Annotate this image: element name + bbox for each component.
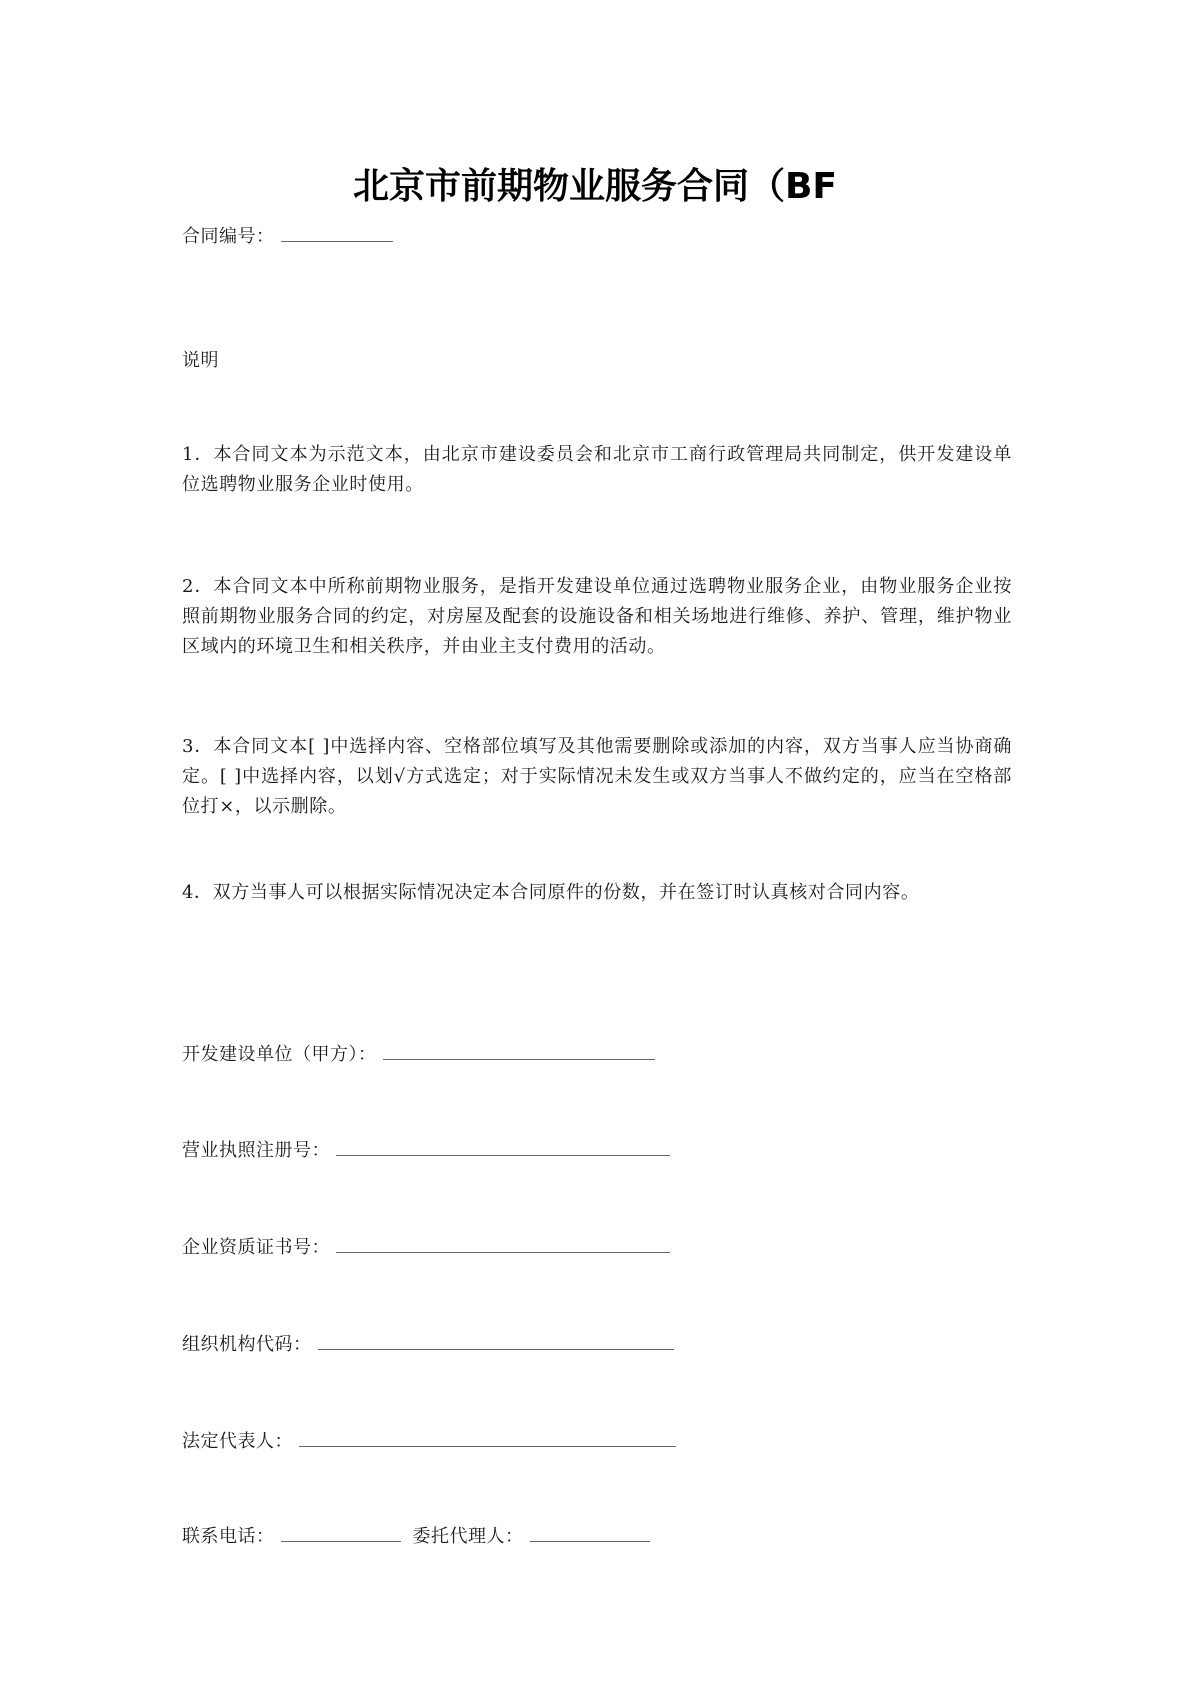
note-item-3: 3．本合同文本[ ]中选择内容、空格部位填写及其他需要删除或添加的内容，双方当事人应当协商确定。[ ]中选择内容，以划√方式选定；对于实际情况未发生或双方当事人不做约定的，应当在空格部位打×，以示删除。 <box>182 736 1012 817</box>
qualification-label: 企业资质证书号： <box>182 1237 330 1258</box>
legal-rep-row <box>182 1427 676 1457</box>
contract-number-label: 合同编号： <box>182 226 275 247</box>
qualification-row <box>182 1233 670 1263</box>
phone-label: 联系电话： <box>182 1526 275 1547</box>
license-blank[interactable] <box>336 1137 670 1156</box>
notes-heading: 说明 <box>182 350 219 371</box>
contract-number-row <box>182 222 393 252</box>
org-code-row <box>182 1330 674 1360</box>
document-title: 北京市前期物业服务合同（BF <box>352 166 838 207</box>
qualification-blank[interactable] <box>336 1234 670 1253</box>
note-item-2: 2．本合同文本中所称前期物业服务，是指开发建设单位通过选聘物业服务企业，由物业服务企业按照前期物业服务合同的约定，对房屋及配套的设施设备和相关场地进行维修、养护、管理，维护物业区域内的环境卫生和相关秩序，并由业主支付费用的活动。 <box>182 576 1012 657</box>
note-item-1: 1．本合同文本为示范文本，由北京市建设委员会和北京市工商行政管理局共同制定，供开发建设单位选聘物业服务企业时使用。 <box>182 444 1012 495</box>
developer-label: 开发建设单位（甲方）： <box>182 1044 377 1065</box>
agent-blank[interactable] <box>530 1523 650 1542</box>
contract-number-blank[interactable] <box>281 223 393 242</box>
developer-blank[interactable] <box>383 1041 655 1060</box>
license-row <box>182 1136 670 1166</box>
legal-rep-label: 法定代表人： <box>182 1431 293 1452</box>
org-code-blank[interactable] <box>318 1331 674 1350</box>
developer-row <box>182 1040 655 1070</box>
agent-label: 委托代理人： <box>412 1526 524 1547</box>
phone-blank[interactable] <box>281 1523 401 1542</box>
org-code-label: 组织机构代码： <box>182 1334 312 1355</box>
legal-rep-blank[interactable] <box>299 1428 676 1447</box>
note-item-4: 4．双方当事人可以根据实际情况决定本合同原件的份数，并在签订时认真核对合同内容。 <box>182 882 920 903</box>
license-label: 营业执照注册号： <box>182 1140 330 1161</box>
contact-row <box>182 1522 650 1552</box>
